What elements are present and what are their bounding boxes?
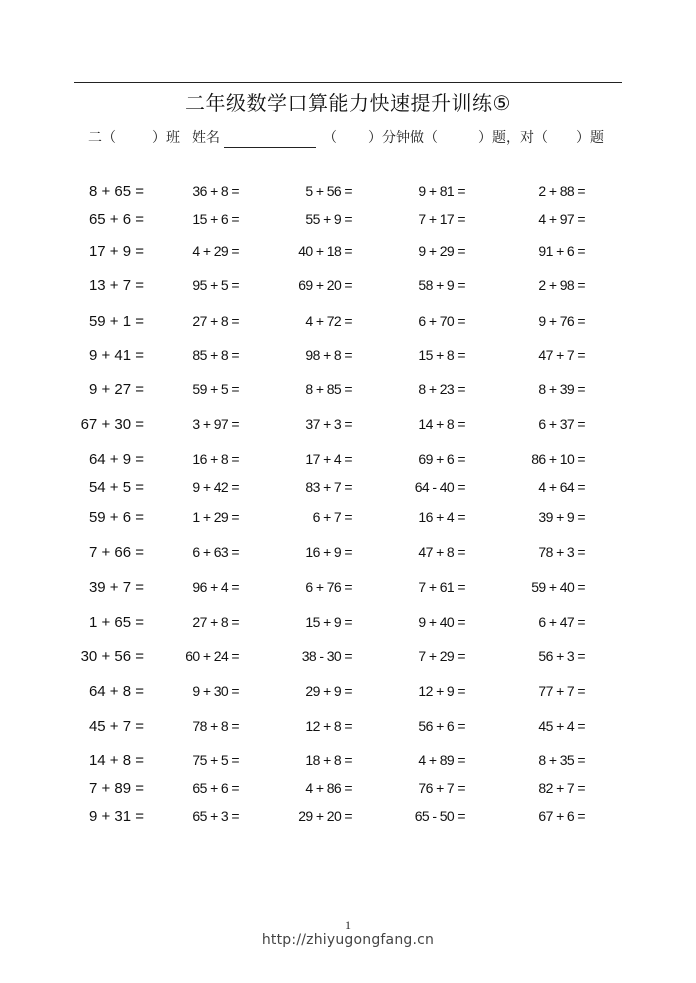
problem-r16-c3: 29 + 9 = [305, 683, 352, 699]
problem-r2-c5: 4 + 97 = [538, 211, 585, 227]
problem-r20-c3: 29 + 20 = [298, 808, 352, 824]
problem-r20-c2: 65 + 3 = [192, 808, 239, 824]
problem-r13-c3: 6 + 76 = [305, 579, 352, 595]
problem-r19-c4: 76 + 7 = [418, 780, 465, 796]
problem-r7-c1: 9 + 27 = [88, 381, 144, 398]
problem-r7-c2: 59 + 5 = [192, 381, 239, 397]
minutes-done-label: ）分钟做（ [368, 130, 438, 146]
problem-r15-c3: 38 - 30 = [301, 648, 352, 664]
problem-r2-c1: 65 + 6 = [88, 211, 144, 228]
footer-url[interactable]: http://zhiyugongfang.cn [261, 932, 435, 948]
problem-r13-c1: 39 + 7 = [88, 579, 144, 596]
problem-r15-c4: 7 + 29 = [418, 648, 465, 664]
questions-label: ）题 [576, 130, 604, 146]
problem-r11-c4: 16 + 4 = [418, 509, 465, 525]
problem-r6-c2: 85 + 8 = [192, 347, 239, 363]
problem-r7-c4: 8 + 23 = [418, 381, 465, 397]
problem-r4-c3: 69 + 20 = [298, 277, 352, 293]
problem-r5-c1: 59 + 1 = [88, 313, 144, 330]
class-label: ）班 [152, 130, 180, 146]
problem-r3-c3: 40 + 18 = [298, 243, 352, 259]
problem-r13-c5: 59 + 40 = [531, 579, 585, 595]
problem-r3-c4: 9 + 29 = [418, 243, 465, 259]
problem-r5-c2: 27 + 8 = [192, 313, 239, 329]
problem-r16-c4: 12 + 9 = [418, 683, 465, 699]
page-number: 1 [345, 918, 351, 932]
problem-r15-c2: 60 + 24 = [185, 648, 239, 664]
problem-r2-c2: 15 + 6 = [192, 211, 239, 227]
problem-r13-c4: 7 + 61 = [418, 579, 465, 595]
problem-r3-c1: 17 + 9 = [88, 243, 144, 260]
problem-r9-c1: 64 + 9 = [88, 451, 144, 468]
problem-r2-c3: 55 + 9 = [305, 211, 352, 227]
problem-r10-c5: 4 + 64 = [538, 479, 585, 495]
problem-r9-c5: 86 + 10 = [531, 451, 585, 467]
problem-r17-c2: 78 + 8 = [192, 718, 239, 734]
questions-correct-label: ）题，对（ [478, 130, 548, 146]
problem-r2-c4: 7 + 17 = [418, 211, 465, 227]
page-title: 二年级数学口算能力快速提升训练⑤ [185, 91, 511, 115]
problem-r20-c4: 65 - 50 = [414, 808, 465, 824]
problem-r7-c3: 8 + 85 = [305, 381, 352, 397]
grade-label: 二（ [88, 130, 116, 146]
problem-r18-c2: 75 + 5 = [192, 752, 239, 768]
problem-r6-c5: 47 + 7 = [538, 347, 585, 363]
problem-r7-c5: 8 + 39 = [538, 381, 585, 397]
problem-r10-c4: 64 - 40 = [414, 479, 465, 495]
problem-r9-c2: 16 + 8 = [192, 451, 239, 467]
problem-r4-c4: 58 + 9 = [418, 277, 465, 293]
problem-r8-c2: 3 + 97 = [192, 416, 239, 432]
problem-r9-c3: 17 + 4 = [305, 451, 352, 467]
problem-r8-c5: 6 + 37 = [538, 416, 585, 432]
problem-r5-c3: 4 + 72 = [305, 313, 352, 329]
problem-r20-c1: 9 + 31 = [88, 808, 144, 825]
problem-r10-c1: 54 + 5 = [88, 479, 144, 496]
problem-r11-c3: 6 + 7 = [312, 509, 352, 525]
problem-r19-c3: 4 + 86 = [305, 780, 352, 796]
problem-r10-c2: 9 + 42 = [192, 479, 239, 495]
problem-r17-c4: 56 + 6 = [418, 718, 465, 734]
problem-r16-c1: 64 + 8 = [88, 683, 144, 700]
problem-r1-c1: 8 + 65 = [88, 183, 144, 200]
problem-r12-c2: 6 + 63 = [192, 544, 239, 560]
problem-r4-c1: 13 + 7 = [88, 277, 144, 294]
problem-r1-c3: 5 + 56 = [305, 183, 352, 199]
name-label: 姓名 [192, 130, 220, 146]
problem-r5-c5: 9 + 76 = [538, 313, 585, 329]
problem-r12-c3: 16 + 9 = [305, 544, 352, 560]
problem-r16-c2: 9 + 30 = [192, 683, 239, 699]
problem-r11-c2: 1 + 29 = [192, 509, 239, 525]
problem-r17-c5: 45 + 4 = [538, 718, 585, 734]
problem-r18-c1: 14 + 8 = [88, 752, 144, 769]
problem-r11-c1: 59 + 6 = [88, 509, 144, 526]
problem-r14-c4: 9 + 40 = [418, 614, 465, 630]
problem-r10-c3: 83 + 7 = [305, 479, 352, 495]
problem-r8-c1: 67 + 30 = [80, 416, 144, 433]
problem-r12-c1: 7 + 66 = [88, 544, 144, 561]
problem-r19-c2: 65 + 6 = [192, 780, 239, 796]
problem-r12-c4: 47 + 8 = [418, 544, 465, 560]
problem-r1-c2: 36 + 8 = [192, 183, 239, 199]
problem-r18-c4: 4 + 89 = [418, 752, 465, 768]
problem-r17-c3: 12 + 8 = [305, 718, 352, 734]
problem-r1-c4: 9 + 81 = [418, 183, 465, 199]
problem-r3-c2: 4 + 29 = [192, 243, 239, 259]
problem-r14-c5: 6 + 47 = [538, 614, 585, 630]
problem-r15-c5: 56 + 3 = [538, 648, 585, 664]
problem-r9-c4: 69 + 6 = [418, 451, 465, 467]
problem-r19-c1: 7 + 89 = [88, 780, 144, 797]
problem-r15-c1: 30 + 56 = [80, 648, 144, 665]
problem-r20-c5: 67 + 6 = [538, 808, 585, 824]
problem-r16-c5: 77 + 7 = [538, 683, 585, 699]
problem-r18-c3: 18 + 8 = [305, 752, 352, 768]
problem-r14-c1: 1 + 65 = [88, 614, 144, 631]
problem-r14-c3: 15 + 9 = [305, 614, 352, 630]
problem-r4-c2: 95 + 5 = [192, 277, 239, 293]
problem-r14-c2: 27 + 8 = [192, 614, 239, 630]
problem-r6-c3: 98 + 8 = [305, 347, 352, 363]
problem-r4-c5: 2 + 98 = [538, 277, 585, 293]
problem-r1-c5: 2 + 88 = [538, 183, 585, 199]
problem-r3-c5: 91 + 6 = [538, 243, 585, 259]
problem-r6-c4: 15 + 8 = [418, 347, 465, 363]
problem-r5-c4: 6 + 70 = [418, 313, 465, 329]
problem-r17-c1: 45 + 7 = [88, 718, 144, 735]
problem-r13-c2: 96 + 4 = [192, 579, 239, 595]
time-paren-open: （ [323, 130, 337, 146]
problem-r18-c5: 8 + 35 = [538, 752, 585, 768]
problem-r8-c3: 37 + 3 = [305, 416, 352, 432]
problem-r8-c4: 14 + 8 = [418, 416, 465, 432]
problem-r12-c5: 78 + 3 = [538, 544, 585, 560]
problem-r6-c1: 9 + 41 = [88, 347, 144, 364]
problem-r19-c5: 82 + 7 = [538, 780, 585, 796]
problem-r11-c5: 39 + 9 = [538, 509, 585, 525]
